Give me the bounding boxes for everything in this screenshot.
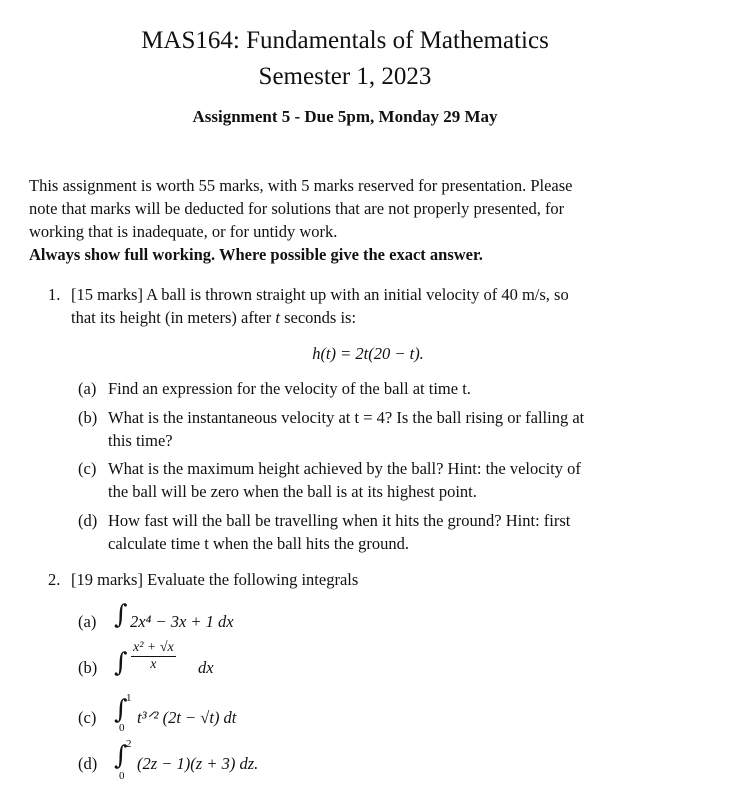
intro-paragraph xyxy=(29,174,661,266)
q1-part-c: (c) What is the maximum height achieved by the ball? Hint: the velocity of the ball will be zero when the ball is at its highest point. xyxy=(78,459,581,501)
q2-number: 2. xyxy=(48,570,61,589)
integral-sign-b: ∫ xyxy=(114,648,128,678)
intro-line-3: working that is inadequate, or for untidy work. xyxy=(29,222,338,241)
course-title: MAS164: Fundamentals of Mathematics xyxy=(141,27,549,54)
q2-part-d-upper: 2 xyxy=(126,738,132,750)
q2-part-a-label: (a) xyxy=(78,612,97,631)
intro-line-1: This assignment is worth 55 marks, with 5 marks reserved for presentation. Please xyxy=(29,176,573,195)
q1-line-2: that its height (in meters) after t seconds is: xyxy=(71,308,357,327)
q2-part-c-upper: 1 xyxy=(126,692,132,704)
q2-part-d-expr: (2z − 1)(z + 3) dz. xyxy=(137,754,259,773)
q1-line-1: [15 marks] A ball is thrown straight up with an initial velocity of 40 m/s, so xyxy=(71,285,569,304)
q2-part-c-label: (c) xyxy=(78,708,97,727)
intro-line-2: note that marks will be deducted for solutions that are not properly presented, for xyxy=(29,199,565,218)
q2-part-d-label: (d) xyxy=(78,754,98,773)
q2-part-b-label: (b) xyxy=(78,658,98,677)
q2-part-a-expr: 2x⁴ − 3x + 1 dx xyxy=(130,612,234,631)
integral-sign-c: ∫ xyxy=(114,695,128,725)
intro-bold-instruction: Always show full working. Where possible give the exact answer. xyxy=(29,245,483,264)
q2-part-c-expr: t³ᐟ² (2t − √t) dt xyxy=(137,708,237,727)
q2-part-b-fraction: $\frac{\text{x² + √x}}{x}$ xyxy=(133,640,174,672)
q2-part-c-lower: 0 xyxy=(119,722,125,734)
q1-equation: h(t) = 2t(20 − t). xyxy=(312,344,424,363)
semester-title: Semester 1, 2023 xyxy=(258,63,432,90)
q1-part-d: (d) How fast will the ball be travelling when it hits the ground? Hint: first calculate time t when the ball hits the ground. xyxy=(78,511,571,553)
q1-number: 1. xyxy=(48,285,61,304)
q2-intro: [19 marks] Evaluate the following integrals xyxy=(71,570,359,589)
q2-part-b-dx: dx xyxy=(198,658,214,677)
q1-part-a: (a) Find an expression for the velocity of the ball at time t. xyxy=(78,379,471,398)
integral-sign-d: ∫ xyxy=(114,741,128,771)
q1-text xyxy=(71,283,661,329)
q2-part-d-lower: 0 xyxy=(119,770,125,782)
q1-part-b: (b) What is the instantaneous velocity at t = 4? Is the ball rising or falling at this time? xyxy=(78,408,585,450)
assignment-heading: Assignment 5 - Due 5pm, Monday 29 May xyxy=(192,107,498,126)
integral-sign-a: ∫ xyxy=(114,600,128,630)
